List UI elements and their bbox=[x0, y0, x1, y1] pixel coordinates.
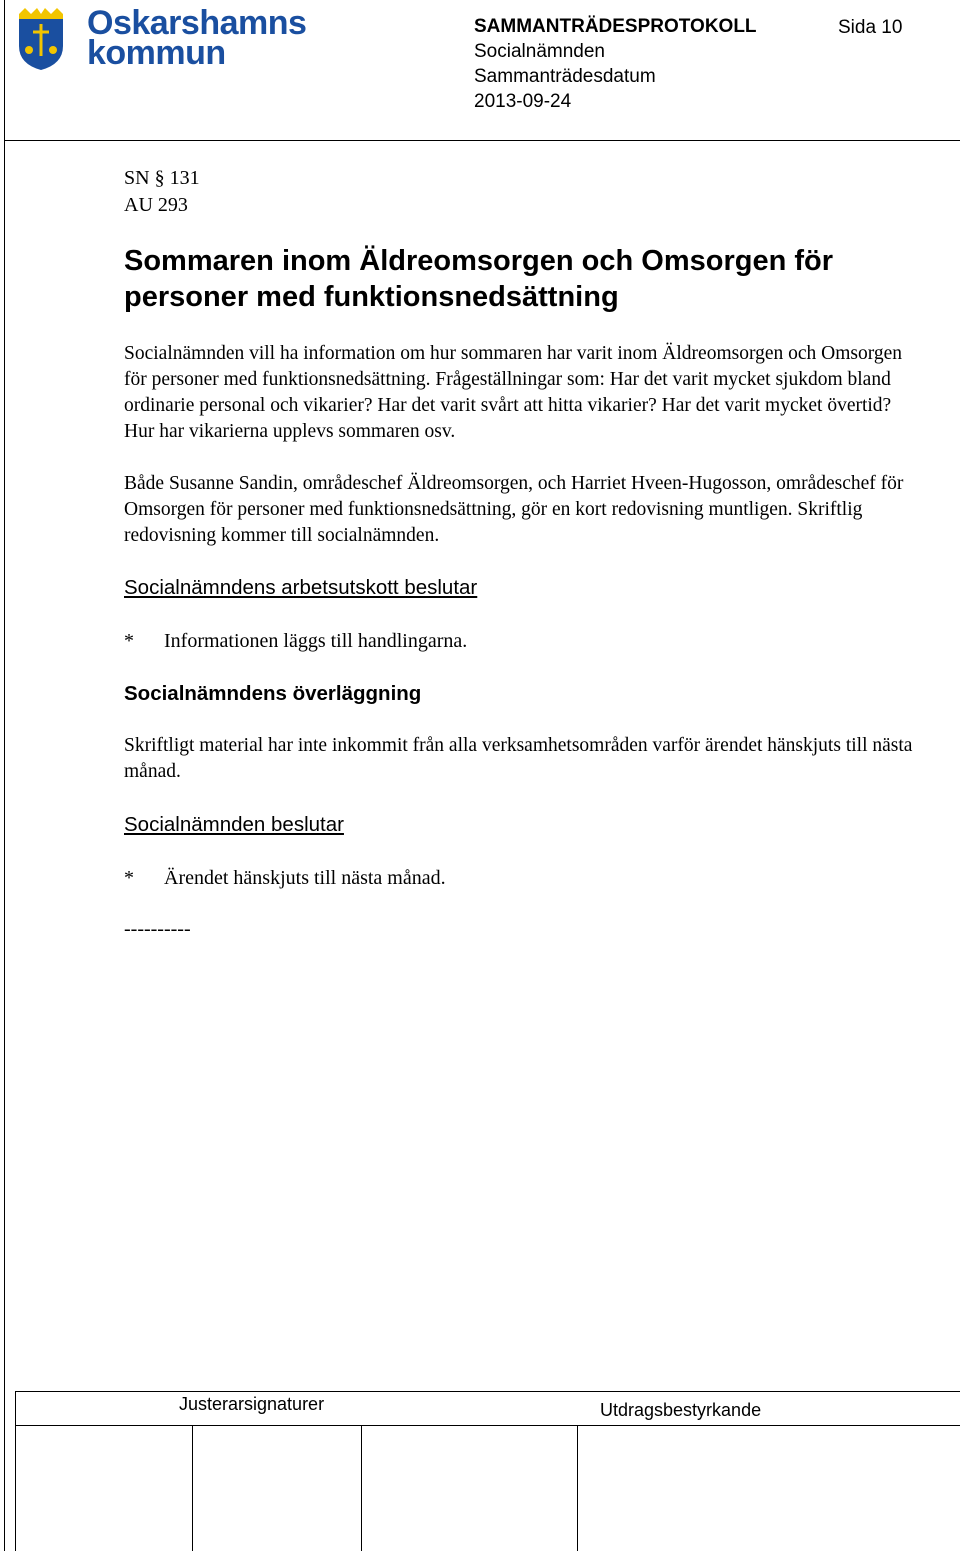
logo-text-line2: kommun bbox=[87, 34, 226, 72]
sn-decision-item bbox=[124, 867, 446, 890]
case-references bbox=[124, 165, 200, 219]
board-name: Socialnämnden bbox=[474, 41, 605, 62]
table-col-rule-2 bbox=[361, 1425, 362, 1551]
document-type: SAMMANTRÄDESPROTOKOLL bbox=[474, 16, 757, 37]
au-ref: AU 293 bbox=[124, 194, 188, 216]
table-col-rule-3 bbox=[577, 1425, 578, 1551]
bullet-asterisk: * bbox=[124, 867, 134, 889]
extract-verification-label: Utdragsbestyrkande bbox=[600, 1400, 762, 1420]
sn-paragraph-ref: SN § 131 bbox=[124, 167, 200, 189]
meeting-date-label: Sammanträdesdatum bbox=[474, 66, 656, 87]
signature-table bbox=[15, 1391, 960, 1551]
sn-decision-text: Ärendet hänskjuts till nästa månad. bbox=[164, 867, 446, 889]
signatures-label: Justerarsignaturer bbox=[179, 1394, 325, 1414]
page-number: Sida 10 bbox=[838, 17, 903, 38]
table-left-rule bbox=[15, 1391, 16, 1551]
background-paragraph: Socialnämnden vill ha information om hur sommaren har varit inom Äldreomsorgen och Omsorgen för personer med funktionsnedsättning. Frågeställningar som: Har det varit mycket sjukdom bland ordinarie personal och vikarier? Har det varit svårt att hitta vikarier? Har det varit mycket övertid? Hur har vikarierna upplevs sommaren osv. bbox=[124, 343, 903, 442]
coat-of-arms-icon bbox=[15, 6, 67, 72]
municipality-logo bbox=[15, 4, 307, 76]
bullet-asterisk: * bbox=[124, 630, 134, 652]
case-title: Sommaren inom Äldreomsorgen och Omsorgen för personer med funktionsnedsättning bbox=[124, 245, 833, 313]
au-decision-item bbox=[124, 630, 467, 653]
table-col-rule-1 bbox=[192, 1425, 193, 1551]
meeting-date: 2013-09-24 bbox=[474, 91, 572, 112]
end-marker: ---------- bbox=[124, 918, 191, 940]
au-decision-heading: Socialnämndens arbetsutskott beslutar bbox=[124, 576, 478, 599]
deliberation-text: Skriftligt material har inte inkommit från alla verksamhetsområden varför ärendet hänskjuts till nästa månad. bbox=[124, 735, 913, 782]
table-top-rule bbox=[15, 1391, 960, 1392]
header-divider bbox=[4, 140, 960, 141]
deliberation-heading: Socialnämndens överläggning bbox=[124, 682, 422, 705]
logo-text-line1: Oskarshamns bbox=[87, 4, 307, 42]
au-decision-text: Informationen läggs till handlingarna. bbox=[164, 630, 468, 652]
page-left-border bbox=[4, 0, 5, 1551]
sn-decision-heading: Socialnämnden beslutar bbox=[124, 813, 344, 836]
table-mid-rule bbox=[15, 1425, 960, 1426]
presentation-paragraph: Både Susanne Sandin, områdeschef Äldreomsorgen, och Harriet Hveen-Hugosson, områdeschef för Omsorgen för personer med funktionsnedsättning, gör en kort redovisning muntligen. Skriftlig redovisning kommer till socialnämnden. bbox=[124, 473, 904, 546]
